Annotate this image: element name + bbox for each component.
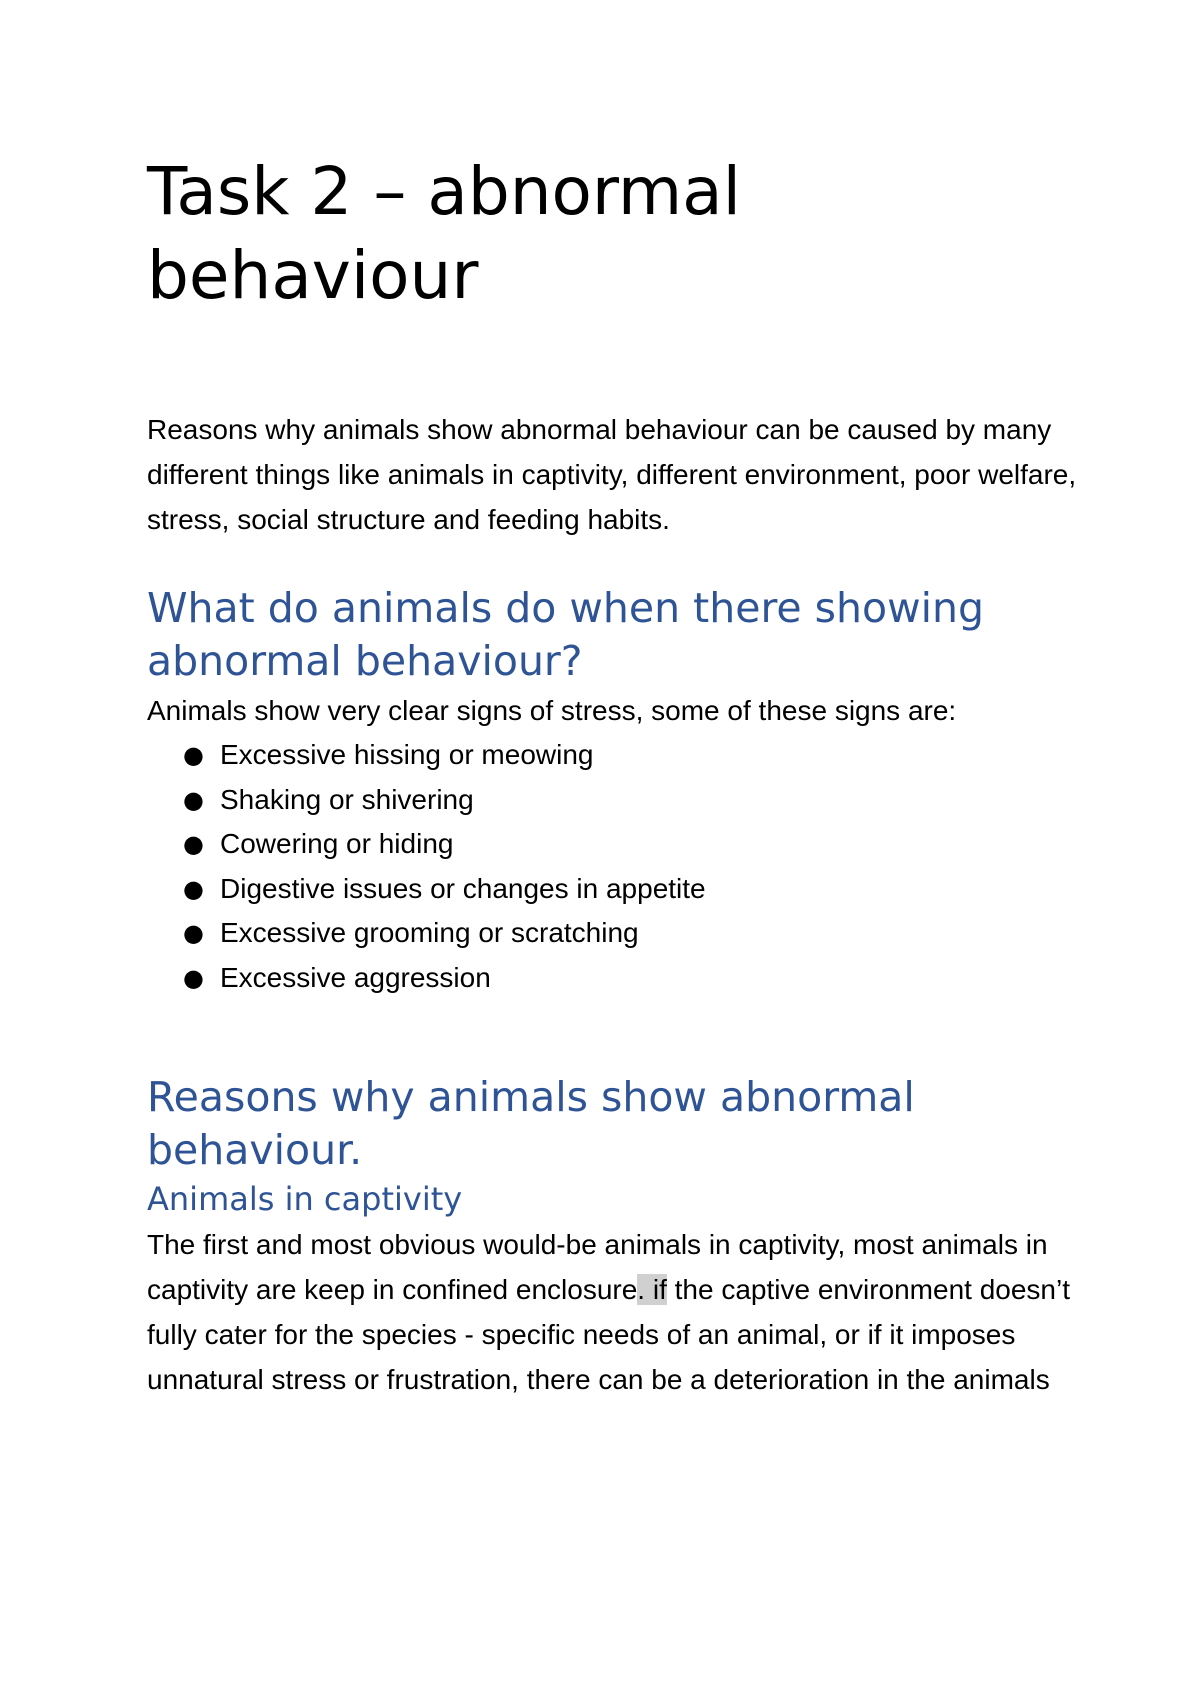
captivity-text-part-1: The first and most obvious would-be animals in captivity, most animals in captivity are keep in confined enclosure	[147, 1228, 1048, 1305]
title-line-2: behaviour	[147, 237, 479, 314]
section-heading-signs: What do animals do when there showing abnormal behaviour?	[147, 584, 985, 685]
bullet-icon: ●	[183, 874, 204, 903]
list-item: ● Digestive issues or changes in appetite	[220, 867, 1107, 912]
highlighted-text: . if	[637, 1273, 667, 1305]
title-line-1: Task 2 – abnormal	[147, 153, 741, 230]
document-page	[147, 150, 1107, 1402]
bullet-icon: ●	[183, 830, 204, 859]
captivity-text-part-2: the captive environment doesn’t fully cater for the species - specific needs of an animal, or if it imposes unnatural stress or frustration, there can be a deterioration in the animals	[147, 1273, 1070, 1395]
signs-list	[147, 733, 1107, 1001]
list-item: ● Shaking or shivering	[220, 778, 1107, 823]
list-item: ● Excessive grooming or scratching	[220, 911, 1107, 956]
document-title	[147, 150, 1107, 318]
bullet-icon: ●	[183, 741, 204, 769]
captivity-paragraph	[147, 1222, 1107, 1402]
subheading-captivity: Animals in captivity	[147, 1179, 463, 1218]
section-heading-reasons: Reasons why animals show abnormal behaviour.	[147, 1072, 915, 1174]
bullet-icon: ●	[183, 963, 204, 992]
list-item: ● Cowering or hiding	[220, 822, 1107, 867]
bullet-icon: ●	[183, 919, 204, 948]
list-item: ● Excessive hissing or meowing	[220, 733, 1107, 778]
list-item: ● Excessive aggression	[220, 956, 1107, 1001]
intro-paragraph: Reasons why animals show abnormal behaviour can be caused by many different things like animals in captivity, different environment, poor welfare, stress, social structure and feeding habits.	[147, 414, 1077, 535]
signs-lead-text: Animals show very clear signs of stress, some of these signs are:	[147, 695, 957, 726]
bullet-icon: ●	[183, 785, 204, 814]
